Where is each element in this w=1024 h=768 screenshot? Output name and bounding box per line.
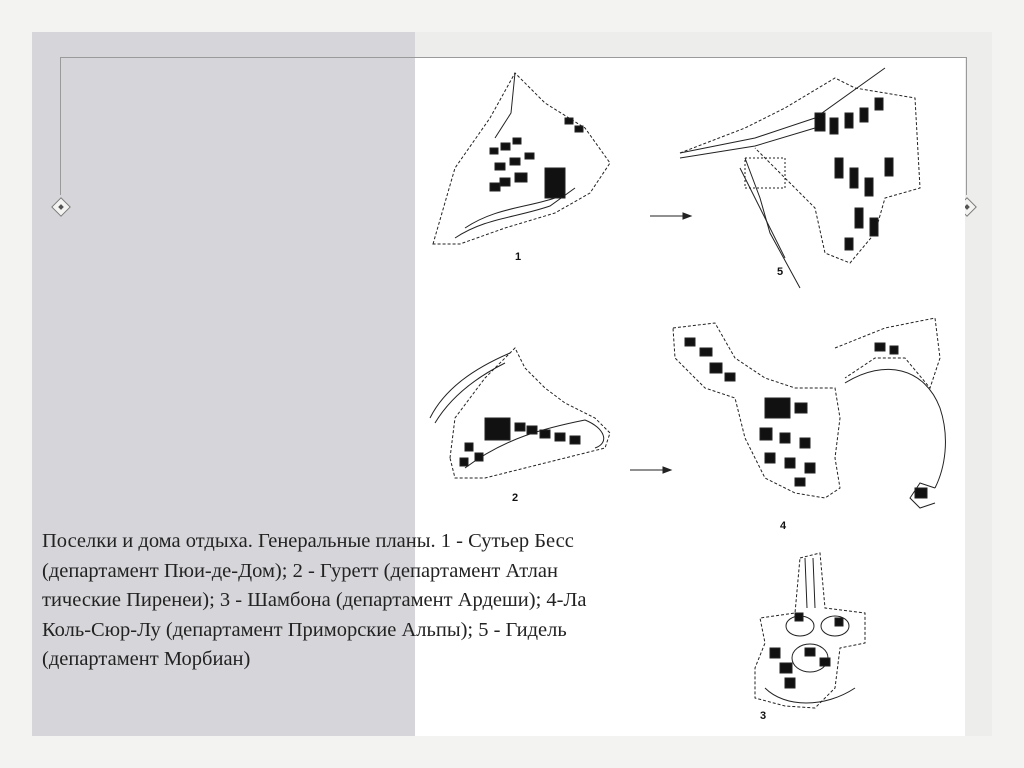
plan-3-drawing bbox=[755, 553, 865, 708]
plan-2-number: 2 bbox=[512, 492, 519, 504]
arrow-right-icon bbox=[630, 467, 671, 473]
plan-1-drawing bbox=[433, 73, 610, 244]
figure-caption bbox=[42, 527, 702, 675]
plan-5-drawing bbox=[680, 68, 920, 288]
caption-line: Поселки и дома отдыха. Генеральные планы. 1 - Сутьер Бесс bbox=[42, 530, 574, 552]
plan-4-drawing bbox=[673, 318, 945, 508]
caption-line: тические Пиренеи); 3 - Шамбона (департамент Ардеши); 4-Ла bbox=[42, 589, 587, 611]
plan-4-number: 4 bbox=[780, 520, 787, 532]
plan-2-drawing bbox=[430, 348, 610, 478]
caption-line: Коль-Сюр-Лу (департамент Приморские Альпы); 5 - Гидель bbox=[42, 618, 567, 641]
frame-left-line bbox=[60, 57, 61, 195]
plan-3-number: 3 bbox=[760, 710, 767, 722]
plan-1-number: 1 bbox=[515, 251, 522, 263]
frame-right-line bbox=[966, 57, 967, 195]
caption-line: (департамент Пюи-де-Дом); 2 - Гуретт (департамент Атлан bbox=[42, 559, 558, 582]
plan-5-number: 5 bbox=[777, 266, 784, 278]
caption-line: (департамент Морбиан) bbox=[42, 648, 251, 670]
arrow-right-icon bbox=[650, 213, 691, 219]
